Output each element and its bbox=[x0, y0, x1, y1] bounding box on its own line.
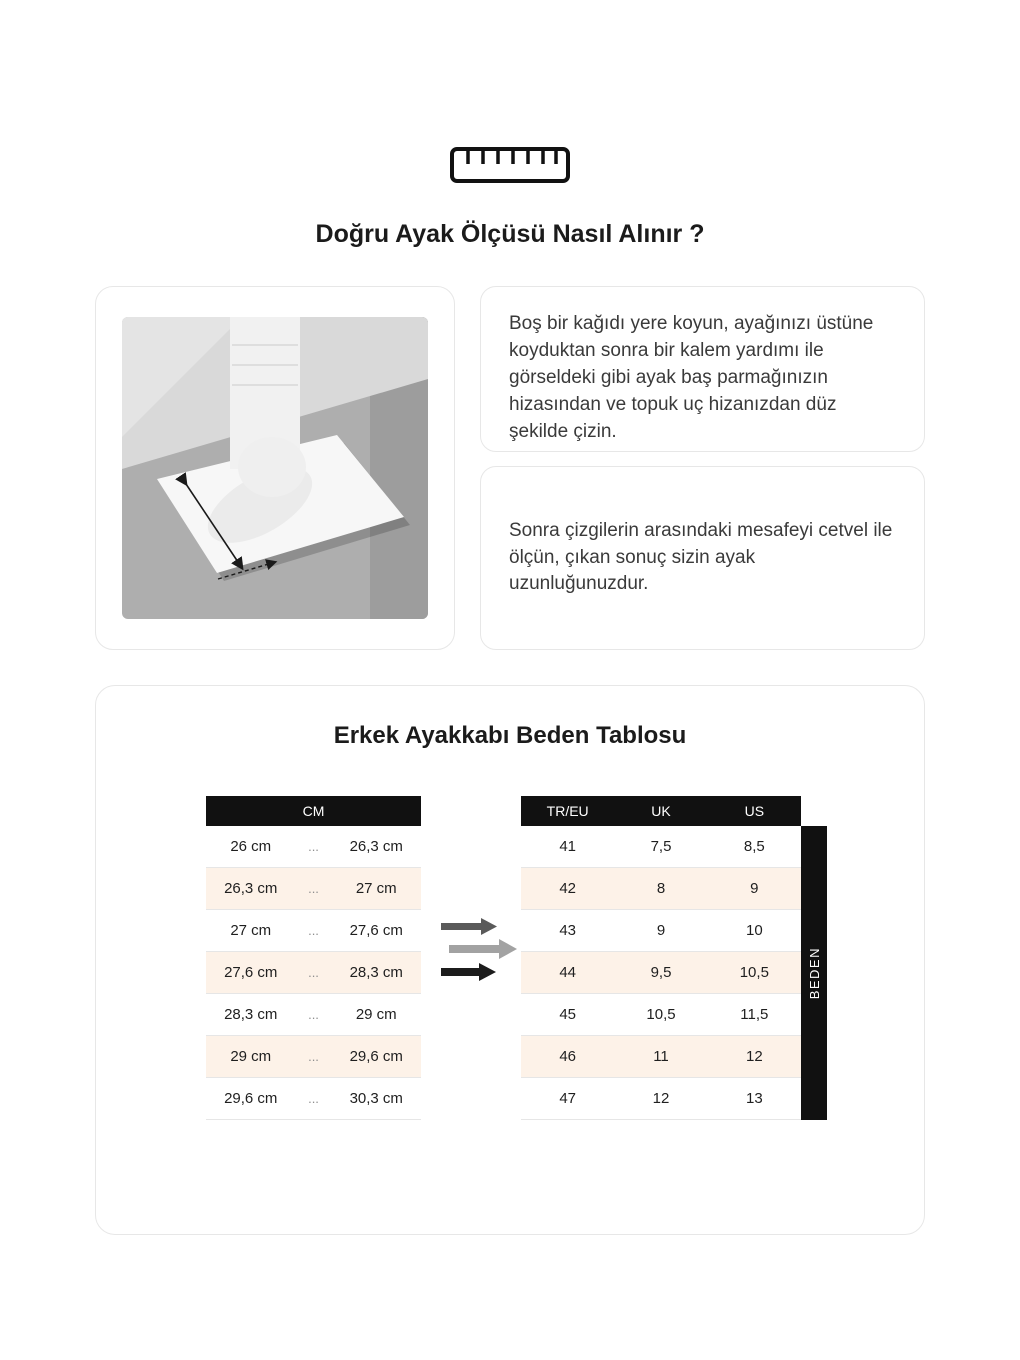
tr-eu-cell: 47 bbox=[559, 1090, 576, 1107]
cm-separator: ... bbox=[308, 965, 319, 980]
cm-to-cell: 27 cm bbox=[355, 880, 397, 897]
table-row bbox=[206, 868, 421, 910]
size-table-card bbox=[95, 685, 925, 1235]
table-row bbox=[521, 994, 801, 1036]
uk-cell: 7,5 bbox=[650, 838, 672, 855]
uk-cell: 8 bbox=[656, 880, 666, 897]
cm-table bbox=[206, 796, 421, 1120]
tr-eu-cell: 46 bbox=[559, 1048, 576, 1065]
page-title: Doğru Ayak Ölçüsü Nasıl Alınır ? bbox=[315, 220, 705, 248]
table-row bbox=[206, 1078, 421, 1120]
cm-separator: ... bbox=[308, 1091, 319, 1106]
table-row bbox=[206, 952, 421, 994]
instruction-text-1: Boş bir kağıdı yere koyun, ayağınızı üstüne koyduktan sonra bir kalem yardımı ile görseldeki gibi ayak baş parmağınızın hizasından ve topuk uç hizanızdan düz şekilde çizin. bbox=[509, 313, 874, 442]
beden-vertical-label bbox=[801, 826, 827, 1120]
uk-cell: 9,5 bbox=[650, 964, 672, 981]
cm-separator: ... bbox=[308, 923, 319, 938]
uk-cell: 11 bbox=[653, 1048, 669, 1065]
tr-eu-cell: 44 bbox=[559, 964, 576, 981]
intl-size-table bbox=[521, 796, 801, 1120]
table-row bbox=[206, 1036, 421, 1078]
table-row bbox=[521, 1078, 801, 1120]
us-cell: 9 bbox=[750, 880, 759, 897]
us-cell: 12 bbox=[745, 1048, 763, 1065]
cm-to-cell: 29 cm bbox=[355, 1006, 397, 1023]
cm-from-cell: 27,6 cm bbox=[224, 964, 278, 981]
table-row bbox=[521, 952, 801, 994]
foot-measurement-image bbox=[122, 317, 428, 619]
cm-from-cell: 26,3 cm bbox=[224, 880, 278, 897]
uk-cell: 9 bbox=[656, 922, 666, 939]
us-cell: 8,5 bbox=[743, 838, 765, 855]
tr-eu-cell: 45 bbox=[559, 1006, 576, 1023]
cm-from-cell: 28,3 cm bbox=[224, 1006, 278, 1023]
instruction-text-2: Sonra çizgilerin arasındaki mesafeyi cetvel ile ölçün, çıkan sonuç sizin ayak uzunluğunuzdur. bbox=[509, 519, 893, 595]
us-cell: 10,5 bbox=[739, 964, 769, 981]
foot-photo-card bbox=[95, 286, 455, 650]
us-cell: 11,5 bbox=[740, 1006, 769, 1023]
header-us: US bbox=[744, 803, 765, 819]
table-row bbox=[521, 868, 801, 910]
table-row bbox=[206, 910, 421, 952]
cm-from-cell: 29 cm bbox=[230, 1048, 272, 1065]
header-uk: UK bbox=[651, 803, 671, 819]
cm-from-cell: 29,6 cm bbox=[224, 1090, 278, 1107]
table-row bbox=[206, 994, 421, 1036]
ruler-icon bbox=[0, 146, 1020, 184]
cm-from-cell: 26 cm bbox=[230, 838, 272, 855]
uk-cell: 12 bbox=[652, 1090, 670, 1107]
size-table-title: Erkek Ayakkabı Beden Tablosu bbox=[333, 722, 687, 749]
cm-from-cell: 27 cm bbox=[230, 922, 272, 939]
table-row bbox=[521, 910, 801, 952]
tr-eu-cell: 41 bbox=[559, 838, 576, 855]
cm-to-cell: 30,3 cm bbox=[349, 1090, 403, 1107]
cm-header-label: CM bbox=[302, 803, 325, 819]
uk-cell: 10,5 bbox=[646, 1006, 676, 1023]
cm-to-cell: 28,3 cm bbox=[349, 964, 403, 981]
cm-table-header bbox=[206, 796, 421, 826]
cm-to-cell: 29,6 cm bbox=[349, 1048, 403, 1065]
intl-table-header bbox=[521, 796, 801, 826]
cm-to-cell: 27,6 cm bbox=[349, 922, 403, 939]
us-cell: 10 bbox=[745, 922, 763, 939]
cm-separator: ... bbox=[308, 881, 319, 896]
cm-separator: ... bbox=[308, 1007, 319, 1022]
beden-label-text: BEDEN bbox=[806, 946, 822, 1000]
conversion-arrows-icon bbox=[439, 914, 519, 986]
cm-separator: ... bbox=[308, 1049, 319, 1064]
table-row bbox=[521, 1036, 801, 1078]
tr-eu-cell: 43 bbox=[559, 922, 576, 939]
instruction-card-1 bbox=[480, 286, 925, 452]
instruction-card-2 bbox=[480, 466, 925, 650]
tr-eu-cell: 42 bbox=[559, 880, 576, 897]
us-cell: 13 bbox=[745, 1090, 763, 1107]
table-row bbox=[206, 826, 421, 868]
cm-to-cell: 26,3 cm bbox=[349, 838, 403, 855]
header-tr-eu: TR/EU bbox=[546, 803, 589, 819]
table-row bbox=[521, 826, 801, 868]
cm-separator: ... bbox=[308, 839, 319, 854]
